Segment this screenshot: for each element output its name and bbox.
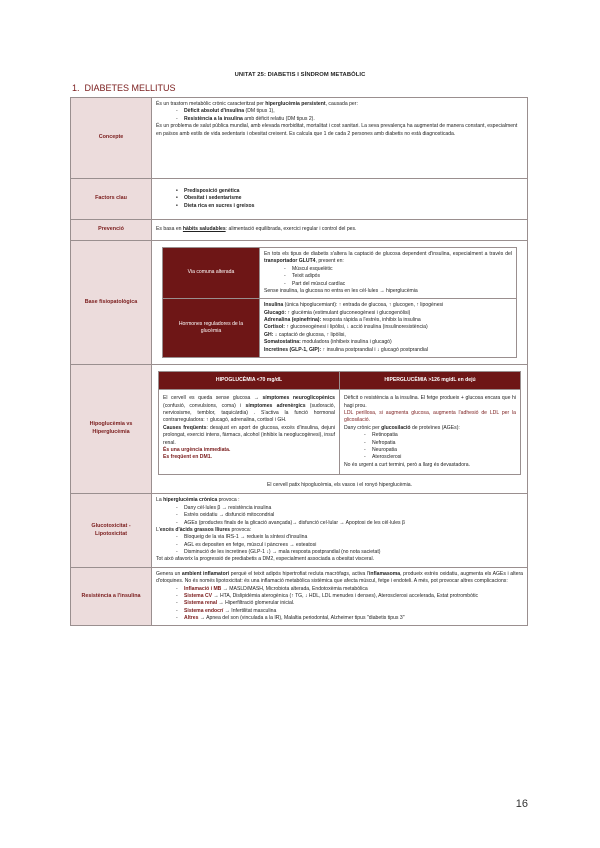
text: excés d'àcids grassos lliures bbox=[159, 526, 231, 533]
row-label: Factors clau bbox=[71, 179, 152, 220]
text: , produeix estrès oxidatiu, augmenta els AGEs i altera d'otoquines. No és només lipotoxicitat: és una inflamació metabòlica sistèmica que afecta múscul, fetge i endoteli. A més, pot provocar altres complicacions: bbox=[156, 570, 523, 585]
text: Resistència a la insulina bbox=[184, 115, 243, 122]
text: de proteïnes (AGEs): bbox=[410, 424, 460, 431]
list-item: • Dieta rica en sucres i greixos bbox=[156, 203, 523, 210]
horm-label: Hormones reguladores de la glucèmia bbox=[163, 299, 260, 358]
row-content bbox=[152, 494, 528, 567]
horm-line bbox=[264, 302, 512, 309]
horm-content bbox=[260, 299, 517, 358]
row-hipo bbox=[71, 364, 528, 494]
list-item bbox=[156, 608, 523, 615]
text: : desajust en aport de glucosa, excés d'insulina, dejuni prolongat, exercici intens, fàrmacs, alcohol (inhibix la neoglucogènesi), insuf renal. bbox=[163, 424, 335, 446]
via-content bbox=[260, 248, 517, 299]
text: moduladora (inhibeix insulina i glucagó) bbox=[300, 339, 392, 346]
list-item: - AGEs (productes finals de la glicació avançada)→ disfunció cel·lular → Apoptosi de les cèl·lules β bbox=[156, 520, 523, 527]
text: , causada per: bbox=[325, 101, 358, 107]
text: Causes freqüents bbox=[163, 424, 207, 431]
hipo-content bbox=[159, 390, 340, 475]
list-item: - Aterosclerosi bbox=[344, 454, 516, 461]
row-resistencia bbox=[71, 567, 528, 626]
text: → Apnea del son (vinculada a la IR), Malaltia periodontal, Alzheimer tipus "diabetis tipus 3" bbox=[198, 615, 405, 621]
text: Es freqüent en DM1. bbox=[163, 454, 212, 461]
horm-line bbox=[264, 324, 512, 331]
text: GH: bbox=[264, 331, 274, 338]
hipo-footer: El cervell patix hipoglucèmia, els vasos i el ronyó hiperglucèmia. bbox=[267, 482, 412, 488]
text: perquè el teixit adipós hipertrofiat recluta macròfags, activa l' bbox=[229, 570, 369, 577]
list bbox=[344, 432, 516, 462]
text: Incretines (GLP-1, GIP): bbox=[264, 346, 322, 353]
horm-line bbox=[264, 310, 512, 317]
list-item bbox=[156, 615, 523, 622]
text: símptomes adrenèrgics bbox=[245, 402, 306, 409]
row-concepte bbox=[71, 98, 528, 179]
list bbox=[156, 108, 523, 123]
row-label: Resistència a l'insulina bbox=[71, 567, 152, 626]
list-item: - Dany cèl·lules β → resistència insulina bbox=[156, 505, 523, 512]
text: transportador GLUT4 bbox=[264, 258, 316, 265]
list-item: - Nefropatia bbox=[344, 440, 516, 447]
section-title bbox=[72, 83, 530, 93]
text: Cortisol: bbox=[264, 324, 285, 331]
text: Glucagó: bbox=[264, 309, 287, 316]
row-label: Prevenció bbox=[71, 220, 152, 241]
list bbox=[156, 505, 523, 527]
unit-title: UNITAT 25: DIABETIS I SÍNDROM METABÒLIC bbox=[234, 72, 366, 78]
list-item bbox=[156, 108, 523, 115]
text: ↑ insulina postprandial i ↓ glucagó postprandial bbox=[321, 346, 428, 353]
text: LDL perillosa, si augmenta glucosa, augmenta l'adhesió de LDL per la glicosilació. bbox=[344, 410, 516, 424]
list-item: - Bloqueig de la via IRS-1 → redueix la síntesi d'insulina bbox=[156, 534, 523, 541]
horm-line bbox=[264, 332, 512, 339]
horm-line bbox=[264, 339, 512, 346]
text: No és urgent a curt termini, però a llarg és devastadora. bbox=[344, 461, 470, 468]
hiper-content bbox=[340, 390, 521, 475]
text: L' bbox=[156, 526, 160, 533]
list-item bbox=[156, 586, 523, 593]
text: → HTA, Dislipidèmia aterogènica (↑ TG, ↓ HDL, LDL menudes i denses), Aterosclerosi accelerada, Estat protrombòtic bbox=[212, 592, 479, 599]
text: hiperglucèmia crònica bbox=[163, 497, 218, 504]
text: ambient inflamatori bbox=[181, 570, 230, 577]
section-title-text: DIABETES MELLITUS bbox=[84, 83, 176, 93]
text: (DM tipus 1), bbox=[244, 108, 275, 115]
text: símptomes neuroglicopènics bbox=[262, 395, 335, 402]
text: inflamasoma bbox=[369, 570, 401, 577]
text: ↑ gluconeogènesi i lipòlisi, ↓ acció insulina (insulinoresistència) bbox=[284, 324, 428, 331]
text: En tots els tipus de diabetis s'altera la captació de glucosa dependent d'insulina, especialment a través del bbox=[264, 251, 512, 257]
text: Adrenalina (epinefrina): bbox=[264, 317, 322, 323]
row-factors bbox=[71, 179, 528, 220]
text: (única hipoglucemiant): ↑ entrada de glucosa, ↑ glucogen, ↑ lipogènesi bbox=[283, 302, 444, 309]
row-content bbox=[152, 220, 528, 241]
text: Dèficit absolut d'insulina bbox=[184, 108, 245, 115]
list bbox=[156, 188, 523, 210]
page-number: 16 bbox=[515, 798, 528, 810]
row-base bbox=[71, 241, 528, 365]
list-item: - Múscul esquelètic bbox=[264, 266, 512, 273]
horm-row bbox=[163, 299, 517, 358]
text: → Hiperfiltració glomerular inicial. bbox=[217, 600, 295, 607]
text: Altres bbox=[184, 615, 199, 621]
row-label: Concepte bbox=[71, 98, 152, 179]
text: Dèficit o resistència a la insulina. El fetge produeix + glucosa encara que hi hagi prou. bbox=[344, 395, 516, 409]
list-item: - Neuropatia bbox=[344, 447, 516, 454]
text: Sense insulina, la glucosa no entra en les cèl·lules → hiperglucèmia bbox=[264, 287, 418, 294]
text: (sudoració, nerviosisme, temblor, taquicàrdia) . S'activa la funció hormonal contrarreguladora: ↑ glucagó, adrenalina, cortisol i GH. bbox=[163, 402, 335, 424]
hipo-inner-table bbox=[158, 371, 521, 475]
text: → MASLD/MASH, Microbiota alterada, Endotoxèmia metabòlica bbox=[221, 585, 368, 592]
text: glucosilació bbox=[381, 424, 411, 431]
row-content bbox=[152, 364, 528, 494]
text: Es basa en bbox=[156, 226, 183, 233]
base-inner-table bbox=[162, 247, 517, 358]
text: hiperglucèmia persistent bbox=[265, 101, 326, 107]
text: La bbox=[156, 497, 164, 504]
text: És una urgència immediata. bbox=[163, 446, 231, 453]
list-item: - Disminució de les incretines (GLP-1 ↓) → mala resposta postprandial (no nota sacietat) bbox=[156, 549, 523, 556]
list-item: - Retinopatia bbox=[344, 432, 516, 439]
text: Sistema endocrí bbox=[184, 607, 224, 614]
text: (confusió, convulsions, coma) i bbox=[163, 402, 246, 409]
row-content bbox=[152, 179, 528, 220]
text: → Infertilitat masculina bbox=[223, 607, 277, 614]
text: Sistema CV bbox=[184, 592, 213, 599]
text: Genera un bbox=[156, 570, 182, 577]
list-item: - Estrès oxidatiu → disfunció mitocondrial bbox=[156, 512, 523, 519]
text: ↑ glucèmia (estimulant gluconeogènesi i glucogenòlisi) bbox=[286, 309, 411, 316]
list-item bbox=[156, 593, 523, 600]
page-content bbox=[70, 72, 530, 626]
text: Insulina bbox=[264, 302, 284, 309]
text: Dany crònic per bbox=[344, 424, 382, 431]
text: És un trastorn metabòlic crònic caracteritzat per bbox=[156, 101, 266, 107]
section-number: 1. bbox=[72, 83, 80, 93]
via-row bbox=[163, 248, 517, 299]
via-label: Via comuna alterada bbox=[163, 248, 260, 299]
list-item bbox=[156, 116, 523, 123]
list bbox=[156, 534, 523, 556]
text: hàbits saludables bbox=[182, 226, 226, 233]
text: , present en: bbox=[315, 258, 344, 265]
row-content bbox=[152, 241, 528, 365]
list bbox=[156, 586, 523, 623]
text: ↓ captació de glucosa, ↑ lipòlisi, bbox=[273, 331, 346, 338]
list bbox=[264, 266, 512, 288]
row-label: Base fisiopatològica bbox=[71, 241, 152, 365]
horm-line bbox=[264, 347, 512, 354]
list-item: • Obesitat i sedentarisme bbox=[156, 195, 523, 202]
text: Inflamació i MB bbox=[184, 585, 222, 592]
text: El cervell es queda sense glucosa → bbox=[163, 395, 263, 402]
diabetes-table bbox=[70, 97, 528, 626]
list-item: - Teixit adipós bbox=[264, 273, 512, 280]
text: provoca: bbox=[230, 526, 252, 533]
list-item bbox=[156, 600, 523, 607]
horm-line bbox=[264, 317, 512, 324]
text: amb dèficit relatiu (DM tipus 2). bbox=[242, 115, 315, 122]
hiper-header: HIPERGLUCÈMIA >126 mg/dL en dejú bbox=[340, 371, 521, 389]
row-prevencio bbox=[71, 220, 528, 241]
text: Somatostatina: bbox=[264, 339, 301, 346]
text: Sistema renal bbox=[184, 600, 218, 607]
row-label: Hipoglucèmia vs Hiperglucèmia bbox=[71, 364, 152, 494]
list-item: • Predisposició genètica bbox=[156, 188, 523, 195]
row-label: Glucotoxicitat - Lipotoxicitat bbox=[71, 494, 152, 567]
list-item: - AGL es depositen en fetge, múscul i pàncrees → esteatosi bbox=[156, 542, 523, 549]
text: : alimentació equilibrada, exercici regular i control del pes. bbox=[225, 226, 357, 233]
row-gluco bbox=[71, 494, 528, 567]
list-item: - Part del múscul cardíac bbox=[264, 281, 512, 288]
hipo-header: HIPOGLUCÈMIA <70 mg/dL bbox=[159, 371, 340, 389]
text: És un problema de salut pública mundial, amb elevada morbiditat, mortalitat i cost sanitari. La seva prevalença ha augmentat de manera constant, especialment en països amb estils de vida sedentaris i obesitat creixent. Es calcula que 1 de cada 2 persones amb diabetis no està diagnosticada. bbox=[156, 123, 518, 137]
text: provoca : bbox=[217, 497, 240, 504]
row-content bbox=[152, 98, 528, 179]
row-content bbox=[152, 567, 528, 626]
text: resposta ràpida a l'estrès, inhibix la insulina bbox=[321, 317, 421, 323]
text: Tot això afavorix la progressió de prediabetis a DM2, especialment associada a obesitat visceral. bbox=[156, 556, 375, 563]
